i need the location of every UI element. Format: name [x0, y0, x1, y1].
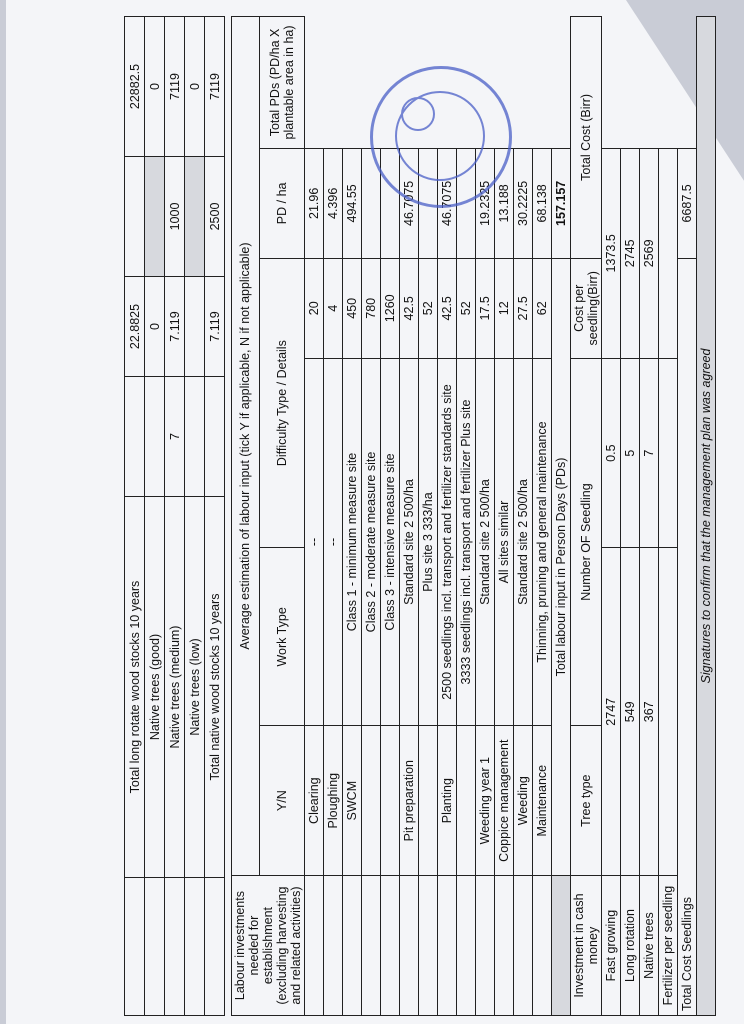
tree-type: Long rotation: [621, 876, 640, 1016]
row-total: 7119: [205, 17, 225, 157]
work-type: [457, 726, 476, 876]
yn-cell: [381, 876, 400, 1016]
signature-text: Signatures to confirm that the management plan was agreed: [697, 17, 716, 1016]
seedling-number: [659, 548, 678, 876]
table-row: [205, 17, 225, 1016]
labour-section-label: Labour investments needed for establishment (excluding harvesting and related activities): [232, 876, 305, 1016]
difficulty: 2500 seedlings incl. transport and fertilizer standards site: [438, 358, 457, 725]
yn-cell: [495, 876, 514, 1016]
table-row: [165, 17, 185, 1016]
cost-per-seedling: 0.5: [602, 358, 621, 548]
investment-section-label: Investment in cash money: [571, 876, 602, 1016]
difficulty: Standard site 2 500/ha: [400, 358, 419, 725]
row-label: Native trees (medium): [165, 497, 185, 878]
yn-cell: [400, 876, 419, 1016]
labour-row: [324, 17, 343, 1016]
difficulty: --: [305, 358, 324, 725]
total-cost: 2745: [621, 148, 640, 358]
pd-per-ha: 52: [419, 258, 438, 358]
table-header-row: [571, 17, 602, 1016]
labour-total-label: Total labour input in Person Days (PDs): [552, 258, 571, 875]
pd-per-ha: 12: [495, 258, 514, 358]
yn-cell: [305, 876, 324, 1016]
row-label: Native trees (low): [185, 497, 205, 878]
extra-value: 1000: [165, 157, 185, 277]
total-pds: 494.55: [343, 148, 362, 258]
difficulty: --: [324, 358, 343, 725]
difficulty: Standard site 2 500/ha: [476, 358, 495, 725]
seedling-number: 549: [621, 548, 640, 876]
row-label: Native trees (good): [145, 497, 165, 878]
table-header-row: [259, 17, 304, 1016]
difficulty-header: Difficulty Type / Details: [259, 258, 304, 548]
table-row: [185, 17, 205, 1016]
tree-type: Native trees: [640, 876, 659, 1016]
labour-row: [514, 17, 533, 1016]
yn-cell: [362, 876, 381, 1016]
pd-per-ha: 27.5: [514, 258, 533, 358]
wood-stock-table: [124, 16, 225, 1016]
cost-per-seedling: 5: [621, 358, 640, 548]
seedling-number: 367: [640, 548, 659, 876]
yn-cell: [457, 876, 476, 1016]
row-value: 7.119: [165, 277, 185, 377]
difficulty: Plus site 3 333/ha: [419, 358, 438, 725]
total-header: Total PDs (PD/ha X plantable area in ha): [259, 17, 304, 149]
number-header: Number OF Seedling: [571, 358, 602, 725]
investment-row: [640, 17, 659, 1016]
work-type: [362, 726, 381, 876]
row-mark: 7: [165, 377, 185, 497]
seedling-number: 2747: [602, 548, 621, 876]
pd-per-ha: 1260: [381, 258, 400, 358]
work-type: Planting: [438, 726, 457, 876]
pd-per-ha: 42.5: [438, 258, 457, 358]
work-type: Clearing: [305, 726, 324, 876]
row-value: 7.119: [205, 277, 225, 377]
total-cost: 1373.5: [602, 148, 621, 358]
total-pds: 4.396: [324, 148, 343, 258]
cost-per-seedling: 7: [640, 358, 659, 548]
tree-type: Fertilizer per seedling: [659, 876, 678, 1016]
official-stamp: [370, 66, 512, 208]
work-type: Pit preparation: [400, 726, 419, 876]
work-type: Weeding: [514, 726, 533, 876]
difficulty: Class 1 - minimum measure site: [343, 358, 362, 725]
yn-cell: [419, 876, 438, 1016]
yn-cell: [324, 876, 343, 1016]
document-page: [6, 0, 744, 1024]
difficulty: All sites similar: [495, 358, 514, 725]
tree-type: Fast growing: [602, 876, 621, 1016]
table-row: [145, 17, 165, 1016]
pd-per-ha: 780: [362, 258, 381, 358]
work-type: Ploughing: [324, 726, 343, 876]
work-type: [381, 726, 400, 876]
investment-row: [621, 17, 640, 1016]
work-type: SWCM: [343, 726, 362, 876]
labour-total-value: 157.157: [552, 148, 571, 258]
total-pds: 19.2325: [476, 148, 495, 258]
pd-per-ha: 4: [324, 258, 343, 358]
work-type: [419, 726, 438, 876]
investment-rows: [602, 17, 678, 1016]
signature-row: [697, 17, 716, 1016]
row-mark: [125, 377, 145, 497]
work-type: Coppice management: [495, 726, 514, 876]
pd-per-ha: 42.5: [400, 258, 419, 358]
labour-title: Average estimation of labour input (tick Y if applicable, N if not applicable): [232, 17, 260, 876]
row-label: Total native wood stocks 10 years: [205, 497, 225, 878]
investment-total-row: [678, 17, 697, 1016]
investment-row: [659, 17, 678, 1016]
yn-cell: [343, 876, 362, 1016]
pd-per-ha: 20: [305, 258, 324, 358]
work-header: Work Type: [259, 548, 304, 726]
total-pds: 13.188: [495, 148, 514, 258]
cost-per-seedling: [659, 358, 678, 548]
table-row: [232, 17, 260, 1016]
total-pds: 21.96: [305, 148, 324, 258]
yn-header: Y/N: [259, 726, 304, 876]
difficulty: Standard site 2 500/ha: [514, 358, 533, 725]
work-type: Maintenance: [533, 726, 552, 876]
investment-total-label: Total Cost Seedlings: [678, 258, 697, 1015]
yn-cell: [438, 876, 457, 1016]
table-row: [125, 17, 145, 1016]
labour-total-row: [552, 17, 571, 1016]
labour-row: [343, 17, 362, 1016]
total-pds: 46.7075: [400, 148, 419, 258]
investment-row: [602, 17, 621, 1016]
pd-per-ha: 450: [343, 258, 362, 358]
total-cost-header: Total Cost (Birr): [571, 17, 602, 259]
row-total: 22882.5: [125, 17, 145, 157]
tree-header: Tree type: [571, 726, 602, 876]
total-pds: 46.7075: [438, 148, 457, 258]
row-total: 0: [185, 17, 205, 157]
labour-row: [305, 17, 324, 1016]
row-label: Total long rotate wood stocks 10 years: [125, 497, 145, 878]
row-total: 0: [145, 17, 165, 157]
row-value: 0: [145, 277, 165, 377]
pd-per-ha: 52: [457, 258, 476, 358]
difficulty: Class 2 - moderate measure site: [362, 358, 381, 725]
difficulty: Thinning, pruning and general maintenance: [533, 358, 552, 725]
yn-cell: [533, 876, 552, 1016]
difficulty: 3333 seedlings incl. transport and fertilizer Plus site: [457, 358, 476, 725]
extra-value: 2500: [205, 157, 225, 277]
total-cost: [659, 148, 678, 358]
pd-per-ha: 17.5: [476, 258, 495, 358]
yn-cell: [514, 876, 533, 1016]
cost-header: Cost per seedling(Birr): [571, 258, 602, 358]
labour-row: [533, 17, 552, 1016]
total-cost: 2569: [640, 148, 659, 358]
row-total: 7119: [165, 17, 185, 157]
work-type: Weeding year 1: [476, 726, 495, 876]
yn-cell: [476, 876, 495, 1016]
total-pds: 30.2225: [514, 148, 533, 258]
pdha-header: PD / ha: [259, 148, 304, 258]
investment-total-value: 6687.5: [678, 148, 697, 258]
row-value: 22.8825: [125, 277, 145, 377]
total-pds: 68.138: [533, 148, 552, 258]
difficulty: Class 3 - intensive measure site: [381, 358, 400, 725]
pd-per-ha: 62: [533, 258, 552, 358]
